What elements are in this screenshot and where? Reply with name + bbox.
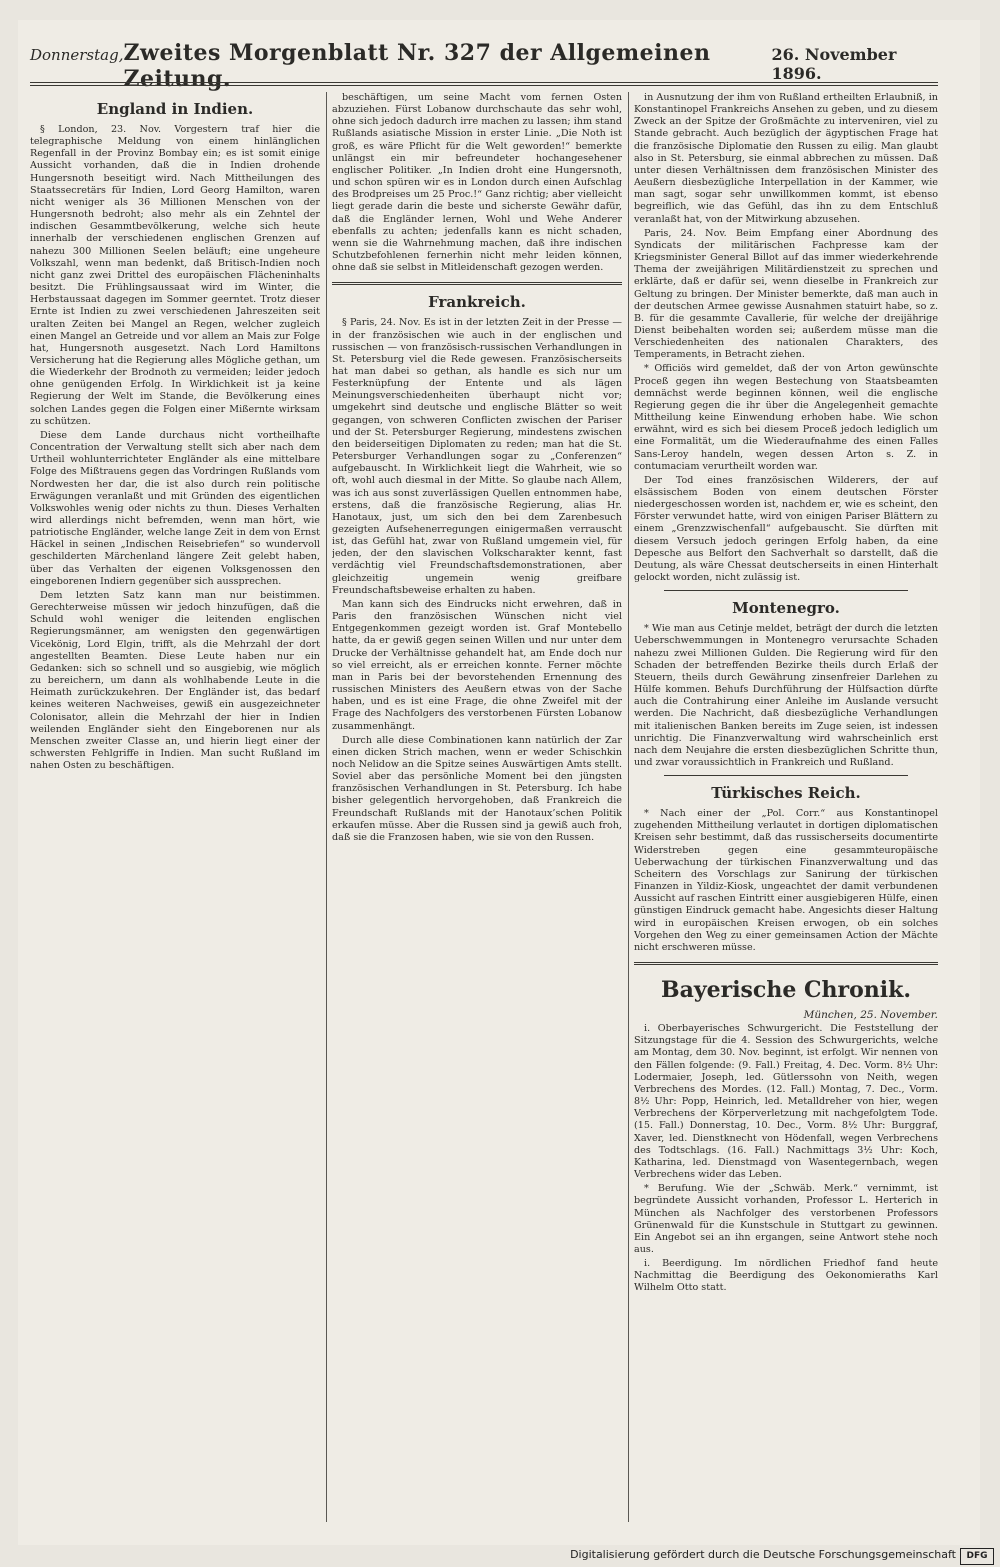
newspaper-page <box>18 20 980 1545</box>
article-separator <box>664 590 908 591</box>
article-paragraph: Durch alle diese Combinationen kann natürlich der Zar einen dicken Strich machen, wenn er weder Schischkin noch Nelidow an die Spitze seines Auswärtigen Amts stellt. Soviel aber das persönliche Moment bei den jüngsten französischen Verhandlungen in St. Petersburg. Ich habe bisher gelegentlich hervorgehoben, daß Frankreich die Freundschaft Rußlands mit der Hanotaux’schen Politik erkaufen müsse. Aber die Russen sind ja gewiß auch froh, daß sie die Franzosen haben, wie sie von den Russen. <box>332 734 622 843</box>
column-2 <box>332 92 622 1530</box>
article-paragraph: Man kann sich des Eindrucks nicht erwehren, daß in Paris den französischen Wünschen nicht viel Entgegenkommen gezeigt worden ist. Graf Montebello hatte, da er gewiß gegen seinen Willen und nur unter dem Drucke der Verhältnisse gehandelt hat, am Ende doch nur so viel erreicht, als er erreichen konnte. Ferner möchte man in Paris bei der bevorstehenden Ernennung des russischen Ministers des Aeußern etwas von der Sache haben, und es ist eine Frage, die ohne Zweifel mit der Frage des Nachfolgers des verstorbenen Fürsten Lobanow zusammenhängt. <box>332 598 622 732</box>
article-paragraph: Dem letzten Satz kann man nur beistimmen. Gerechterweise müssen wir jedoch hinzufügen, daß die Schuld wohl weniger die leitenden englischen Regierungsmänner, am wenigsten den gegenwärtigen Vicekönig, Lord Elgin, trifft, als die Mehrzahl der dort angestellten Beamten. Diese Leute haben nur ein Gedanken: sich so schnell und so ausgiebig, wie möglich zu bereichern, um dann als wohlhabende Leute in die Heimath zurückzukehren. Der Engländer ist, das bedarf keines weiteren Nachweises, gewiß ein ausgezeichneter Colonisator, allein die Mehrzahl der hier in Indien weilenden Engländer sieht den Eingeborenen nur als Menschen zweiter Classe an, und hierin liegt einer der schwersten Fehlgriffe in Indien. Man sucht Rußland im nahen Osten zu beschäftigen. <box>30 589 320 772</box>
article-paragraph: * Officiös wird gemeldet, daß der von Arton gewünschte Proceß gegen ihn wegen Bestechung von Staatsbeamten demnächst werde beginnen können, weil die englische Regierung gegen die ihr über die Angelegenheit gemachte Mittheilung keine Einwendung erhoben habe. Wie schon erwähnt, wird es sich bei diesem Proceß jedoch lediglich um eine Formalität, um die Wiederaufnahme des einen Falles Sans-Leroy handeln, wegen dessen Arton s. Z. in contumaciam verurtheilt worden war. <box>634 363 938 472</box>
article-paragraph: Diese dem Lande durchaus nicht vortheilhafte Concentration der Verwaltung stellt sich aber nach dem Urtheil wohlunterrichteter Engländer als eine mittelbare Folge des Mißtrauens gegen das Vordringen Rußlands vom Nordwesten her dar, die ist also durch rein politische Erwägungen veranlaßt und mit Gründen des eigentlichen Volkswohles wenig oder nichts zu thun. Dieses Verhalten wird allerdings nicht befremden, wenn man hört, wie patriotische Engländer, welche lange Zeit in dem von Ernst Häckel in seinen „Indischen Reisebriefen“ so wundervoll geschilderten Märchenland längere Zeit gelebt haben, über das Verhalten der eigenen Volksgenossen den eingeborenen Indiern gegenüber sich aussprechen. <box>30 429 320 587</box>
column-divider <box>326 92 327 1522</box>
column-1 <box>30 92 320 1530</box>
article-dateline: München, 25. November. <box>803 1009 938 1021</box>
article-paragraph: * Berufung. Wie der „Schwäb. Merk.“ vernimmt, ist begründete Aussicht vorhanden, Professor L. Herterich in München als Nachfolger des verstorbenen Professors Grünenwald für die Kunstschule in Stuttgart zu gewinnen. Ein Angebot sei an ihn ergangen, seine Antwort stehe noch aus. <box>634 1183 938 1255</box>
article-heading-bayern: Bayerische Chronik. <box>660 977 912 1003</box>
article-paragraph: § London, 23. Nov. Vorgestern traf hier die telegraphische Meldung von einem hinlänglichen Regenfall in der Provinz Bombay ein; es ist somit einige Aussicht vorhanden, daß die in Indien drohende Hungersnoth beseitigt wird. Nach Mittheilungen des Staatssecretärs für Indien, Lord Georg Hamilton, waren nicht weniger als 36 Millionen Menschen von der Hungersnoth bedroht; also mehr als ein Zehntel der indischen Gesammtbevölkerung, welche sich heute innerhalb der verschiedenen englischen Grenzen auf nahezu 300 Millionen Seelen beläuft; eine ungeheure Volkszahl, wenn man bedenkt, daß Britisch-Indien noch nicht ganz zwei Drittel des europäischen Flächeninhalts besitzt. Die Frühlingsaussaat wird im Winter, die Herbstaussaat dagegen im Sommer geerntet. Trotz dieser Ernte ist Indien zu zwei verschiedenen Jahreszeiten seit uralten Zeiten bei Mangel an Regen, welcher zugleich einen Mangel an Getreide und vor allem an Mais zur Folge hat, Hungersnoth ausgesetzt. Nach Lord Hamiltons Versicherung hat die Regierung alles Mögliche gethan, um die Wiederkehr der Brodnoth zu vermeiden; leider jedoch ohne genügenden Erfolg. In Wirklichkeit ist ja keine Regierung der Welt im Stande, die Bevölkerung eines solchen Landes gegen die Folgen einer Mißernte wirksam zu schützen. <box>30 124 320 427</box>
article-paragraph: i. Beerdigung. Im nördlichen Friedhof fand heute Nachmittag die Beerdigung des Oekonomieraths Karl Wilhelm Otto statt. <box>634 1258 938 1294</box>
masthead-day: Donnerstag, <box>30 46 124 64</box>
masthead-title: Zweites Morgenblatt Nr. 327 der Allgemeinen Zeitung. <box>123 40 711 92</box>
article-heading-tuerkei: Türkisches Reich. <box>711 784 861 803</box>
article-paragraph: § Paris, 24. Nov. Es ist in der letzten Zeit in der Presse — in der französischen wie auch in der englischen und russischen — von französisch-russischen Verhandlungen in St. Petersburg viel die Rede gewesen. Französischerseits hat man dabei so gethan, als handle es sich nur um Festerknüpfung der Entente und als lägen Meinungsverschiedenheiten überhaupt nicht vor; umgekehrt sind deutsche und englische Blätter so weit gegangen, von schweren Conflicten zwischen der Pariser und der St. Petersburger Regierung, mindestens zwischen den beiderseitigen Diplomaten zu reden; man hat die St. Petersburger Verhandlungen sogar zu „Conferenzen“ aufgebauscht. In Wirklichkeit liegt die Wahrheit, wie so oft, wohl auch diesmal in der Mitte. So glaube nach Allem, was ich aus sonst zuverlässigen Quellen entnommen habe, erstens, daß die französische Regierung, alias Hr. Hanotaux, just, um sich den bei dem Zarenbesuch gezeigten Aufsehenerregungen einigermaßen verrauscht ist, das Gefühl hat, zwar von Rußland umgemein viel, für jeden, der den slavischen Volkscharakter kennt, fast verdächtig viel Freundschaftsdemonstrationen, aber gleichzeitig ungemein wenig greifbare Freundschaftsbeweise erhalten zu haben. <box>332 317 622 596</box>
article-separator <box>664 775 908 776</box>
column-3 <box>634 92 938 1530</box>
masthead-rule <box>30 82 938 83</box>
article-heading-england: England in Indien. <box>96 100 254 118</box>
article-paragraph: Paris, 24. Nov. Beim Empfang einer Abordnung des Syndicats der militärischen Fachpresse kam der Kriegsminister General Billot auf das immer wiederkehrende Thema der zweijährigen Militärdienstzeit zu sprechen und erklärte, daß er dafür sei, wenn dieselbe in Frankreich zur Geltung zu bringen. Der Minister bemerkte, daß man auch in der deutschen Armee gewisse Ausnahmen statuirt habe, so z. B. für die gesammte Cavallerie, für welche der dreijährige Dienst beibehalten worden sei; außerdem müsse man die Verschiedenheiten des nationalen Charakters, des Temperaments, in Betracht ziehen. <box>634 227 938 361</box>
article-heading-frankreich: Frankreich. <box>428 293 526 312</box>
masthead-date: 26. November 1896. <box>771 45 897 83</box>
article-paragraph: i. Oberbayerisches Schwurgericht. Die Feststellung der Sitzungstage für die 4. Session des Schwurgerichts, welche am Montag, dem 30. Nov. beginnt, ist erfolgt. Wir nennen von den Fällen folgende: (9. Fall.) Freitag, 4. Dec. Vorm. 8½ Uhr: Lodermaier, Joseph, led. Gütlerssohn von Neith, wegen Verbrechens des Mordes. (12. Fall.) Montag, 7. Dec., Vorm. 8½ Uhr: Popp, Heinrich, led. Metalldreher von hier, wegen Verbrechens der Körperverletzung mit nachgefolgtem Tode. (15. Fall.) Donnerstag, 10. Dec., Vorm. 8½ Uhr: Burggraf, Xaver, led. Dienstknecht von Hödenfall, wegen Verbrechens des Todtschlags. (16. Fall.) Nachmittags 3½ Uhr: Koch, Katharina, led. Dienstmagd von Wasentegernbach, wegen Verbrechens wider das Leben. <box>634 1023 938 1181</box>
digitization-footer <box>0 1546 1000 1567</box>
article-paragraph: * Nach einer der „Pol. Corr.“ aus Konstantinopel zugehenden Mittheilung verlautet in dortigen diplomatischen Kreisen sehr bestimmt, daß das russischerseits documentirte Widerstreben gegen eine gesammteuropäische Ueberwachung der türkischen Finanzverwaltung und das Scheitern des Vorschlags zur Sanirung der türkischen Finanzen in Yildiz-Kiosk, ungeachtet der damit verbundenen Aussicht auf raschen Eintritt einer ausgiebigeren Hülfe, einen günstigen Eindruck gemacht habe. Angesichts dieser Haltung wird in europäischen Kreisen erwogen, ob ein solches Vorgehen den Weg zu einer gemeinsamen Action der Mächte nicht erschweren müsse. <box>634 808 938 953</box>
article-separator <box>634 962 938 965</box>
article-paragraph: in Ausnutzung der ihm von Rußland ertheilten Erlaubniß, in Konstantinopel Frankreichs Ansehen zu geben, und zu diesem Zweck an der Spitze der Großmächte zu interveniren, viel zu Stande gebracht. Auch bezüglich der ägyptischen Frage hat die französische Diplomatie den Russen zu eilig. Man glaubt also in St. Petersburg, sie einmal abbrechen zu müssen. Daß unter diesen Verhältnissen dem französischen Minister des Aeußern diesbezügliche Interpellation in der Kammer, wie man sagt, sogar sehr unwillkommen kommt, ist ebenso begreiflich, wie das Gefühl, das ihn zu dem Entschluß veranlaßt hat, von der Mitwirkung abzusehen. <box>634 92 938 225</box>
column-divider <box>628 92 629 1522</box>
dfg-logo-icon: DFG <box>960 1548 994 1565</box>
article-paragraph: beschäftigen, um seine Macht vom fernen Osten abzuziehen. Fürst Lobanow durchschaute das sehr wohl, ohne sich jedoch dadurch irre machen zu lassen; ihm stand Rußlands asiatische Mission in erster Linie. „Die Noth ist groß, es wäre Pflicht für die Welt geworden!“ bemerkte unlängst ein mir befreundeter hochangesehener englischer Politiker. „In Indien droht eine Hungersnoth, und schon spüren wir es in London durch einen Aufschlag des Brodpreises um 25 Proc.!“ Ganz richtig; aber vielleicht liegt gerade darin die beste und sicherste Gewähr dafür, daß die Engländer lernen, Wohl und Wehe Anderer ebenfalls zu achten; jedenfalls kann es nicht schaden, wenn sie die Wahrnehmung machen, daß ihre indischen Schutzbefohlenen fernerhin nicht mehr leiden können, ohne daß sie selbst in Mitleidenschaft gezogen werden. <box>332 92 622 274</box>
masthead <box>30 40 938 92</box>
masthead-rule-thin <box>30 85 938 86</box>
article-separator <box>332 282 622 285</box>
article-heading-montenegro: Montenegro. <box>732 599 840 618</box>
article-paragraph: Der Tod eines französischen Wilderers, der auf elsässischem Boden von einem deutschen Förster niedergeschossen worden ist, nachdem er, wie es scheint, den Förster verwundet hatte, wird von einigen Pariser Blättern zu einem „Grenzzwischenfall“ aufgebauscht. Sie dürften mit diesem Versuch jedoch geringen Erfolg haben, da eine Depesche aus Belfort den Sachverhalt so darstellt, daß die Deutung, als wäre Chessat deutscherseits in einen Hinterhalt gelockt worden, nicht zulässig ist. <box>634 474 938 584</box>
article-paragraph: * Wie man aus Cetinje meldet, beträgt der durch die letzten Ueberschwemmungen in Montenegro verursachte Schaden nahezu zwei Millionen Gulden. Die Regierung wird für den Schaden der betreffenden Bezirke theils durch Erlaß der Steuern, theils durch Gewährung zinsenfreier Darlehen zu Hülfe kommen. Behufs Durchführung der Hülfsaction dürfte auch die Contrahirung einer Anleihe im Auslande versucht werden. Die Nachricht, daß diesbezügliche Verhandlungen mit italienischen Banken bereits im Zuge seien, ist indessen unrichtig. Die Finanzverwaltung wird wahrscheinlich erst nach dem Neujahre die ersten diesbezüglichen Schritte thun, und zwar voraussichtlich in Frankreich und Rußland. <box>634 623 938 768</box>
footer-credit: Digitalisierung gefördert durch die Deutsche Forschungsgemeinschaft <box>570 1548 956 1561</box>
